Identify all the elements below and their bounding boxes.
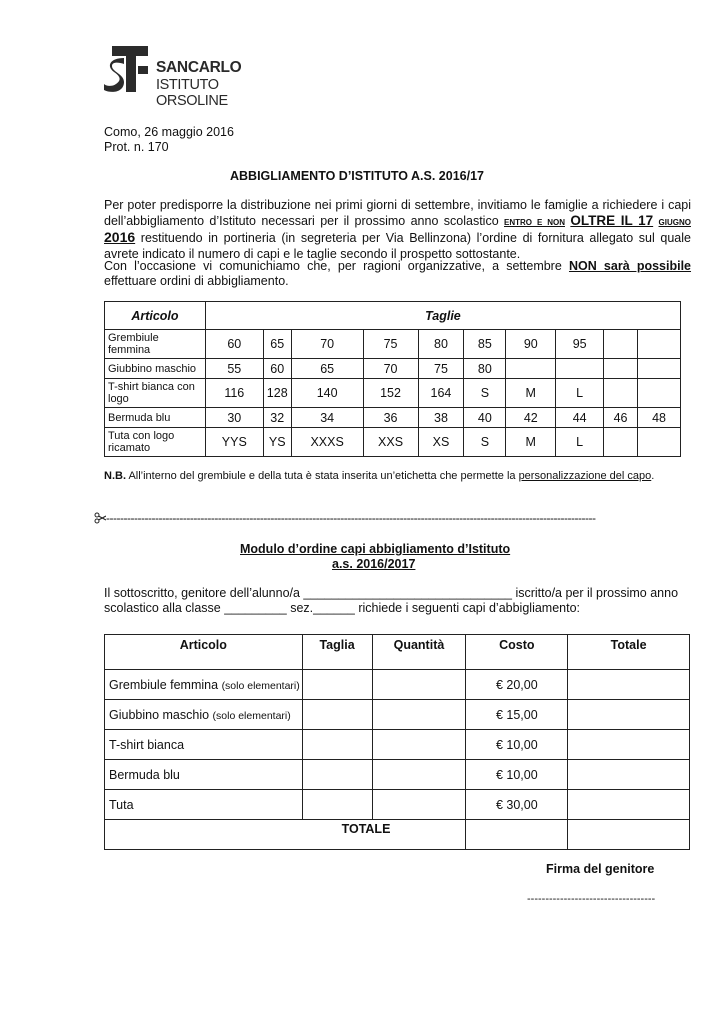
size-cell: 48 bbox=[638, 408, 681, 428]
order-row bbox=[105, 700, 690, 730]
order-row bbox=[105, 730, 690, 760]
size-cell bbox=[604, 428, 638, 457]
size-cell: L bbox=[556, 428, 604, 457]
taglia-field[interactable] bbox=[302, 670, 372, 700]
size-cell: 152 bbox=[363, 379, 418, 408]
size-cell: 44 bbox=[556, 408, 604, 428]
order-row-article bbox=[105, 730, 303, 760]
size-cell: 75 bbox=[363, 330, 418, 359]
notice-emphasis: NON sarà possibile bbox=[568, 259, 692, 273]
deadline-oltre: OLTRE IL 17 bbox=[570, 213, 654, 229]
size-cell: 55 bbox=[205, 359, 263, 379]
size-cell: XXXS bbox=[291, 428, 363, 457]
note-prefix: N.B. bbox=[104, 470, 126, 482]
size-cell bbox=[604, 359, 638, 379]
size-cell bbox=[556, 359, 604, 379]
intro-text-1: Per poter predisporre la distribuzione nei primi giorni di settembre, invitiamo le famiglie a richiedere i capi dell’abbigliamento d’Istituto necessari per il prossimo anno scolastico bbox=[104, 198, 691, 229]
size-cell: 85 bbox=[464, 330, 506, 359]
order-row-article bbox=[105, 760, 303, 790]
order-row-article-name: Grembiule femmina bbox=[109, 677, 219, 692]
size-cell: M bbox=[506, 428, 556, 457]
order-row-article-name: T-shirt bianca bbox=[109, 737, 185, 752]
total-cost-cell bbox=[466, 820, 568, 850]
quantita-field[interactable] bbox=[372, 670, 466, 700]
size-cell: 140 bbox=[291, 379, 363, 408]
note-suffix: . bbox=[651, 470, 655, 482]
taglia-field[interactable] bbox=[302, 790, 372, 820]
order-header-cell: Taglia bbox=[302, 635, 372, 670]
size-cell: L bbox=[556, 379, 604, 408]
order-header-cell: Costo bbox=[466, 635, 568, 670]
order-row-cost: € 30,00 bbox=[466, 790, 568, 820]
size-cell: XS bbox=[418, 428, 464, 457]
size-cell: 90 bbox=[506, 330, 556, 359]
order-row bbox=[105, 760, 690, 790]
form-intro-1: Il sottoscritto, genitore dell’alunno/a ______________________________ iscritto/a per il prossimo anno bbox=[104, 586, 679, 600]
signature-line[interactable]: ----------------------------------- bbox=[527, 893, 656, 905]
sizes-row bbox=[105, 428, 681, 457]
order-row-article-name: Tuta bbox=[109, 797, 134, 812]
size-cell: 70 bbox=[291, 330, 363, 359]
order-header-cell: Quantità bbox=[372, 635, 466, 670]
order-row-cost: € 20,00 bbox=[466, 670, 568, 700]
logo-line-2: ISTITUTO ORSOLINE bbox=[156, 77, 228, 109]
school-logo bbox=[104, 44, 274, 109]
size-cell: 60 bbox=[263, 359, 291, 379]
size-cell bbox=[604, 330, 638, 359]
order-row-article-name: Bermuda blu bbox=[109, 767, 180, 782]
total-value-field[interactable] bbox=[568, 820, 690, 850]
order-row-article bbox=[105, 790, 303, 820]
size-cell: 65 bbox=[291, 359, 363, 379]
form-intro-2: scolastico alla classe _________ sez.______ richiede i seguenti capi d’abbigliamento: bbox=[104, 601, 581, 615]
order-row-article-name: Giubbino maschio bbox=[109, 707, 210, 722]
order-row-cost: € 10,00 bbox=[466, 760, 568, 790]
order-header-cell: Totale bbox=[568, 635, 690, 670]
cut-line: -------------------------------------------------------------------------------------------------------------------------------------------- bbox=[106, 513, 596, 523]
taglia-field[interactable] bbox=[302, 730, 372, 760]
size-cell: 116 bbox=[205, 379, 263, 408]
taglia-field[interactable] bbox=[302, 760, 372, 790]
form-title: Modulo d’ordine capi abbigliamento d’Istituto bbox=[240, 542, 511, 556]
col-articolo: Articolo bbox=[105, 302, 206, 330]
sizes-table bbox=[104, 301, 681, 457]
intro-paragraph bbox=[104, 198, 691, 262]
size-cell: 46 bbox=[604, 408, 638, 428]
size-cell: M bbox=[506, 379, 556, 408]
notice-text-1: Con l’occasione vi comunichiamo che, per ragioni organizzative, a settembre bbox=[104, 259, 569, 273]
order-row-article bbox=[105, 670, 303, 700]
order-row-article bbox=[105, 700, 303, 730]
order-row bbox=[105, 790, 690, 820]
size-cell: 65 bbox=[263, 330, 291, 359]
order-row-article-note: (solo elementari) bbox=[212, 709, 291, 722]
size-cell bbox=[506, 359, 556, 379]
document-title: ABBIGLIAMENTO D’ISTITUTO A.S. 2016/17 bbox=[230, 169, 484, 183]
size-cell: 80 bbox=[418, 330, 464, 359]
note bbox=[104, 470, 654, 482]
size-cell: 128 bbox=[263, 379, 291, 408]
size-cell: S bbox=[464, 428, 506, 457]
order-total-row bbox=[105, 820, 690, 850]
size-cell: 38 bbox=[418, 408, 464, 428]
size-cell: 80 bbox=[464, 359, 506, 379]
size-cell: 32 bbox=[263, 408, 291, 428]
size-cell: 36 bbox=[363, 408, 418, 428]
size-cell: YS bbox=[263, 428, 291, 457]
quantita-field[interactable] bbox=[372, 730, 466, 760]
order-row-cost: € 10,00 bbox=[466, 730, 568, 760]
logo-line-1: SANCARLO bbox=[156, 59, 242, 76]
sancarlo-logo-icon bbox=[104, 44, 152, 94]
sizes-table-header bbox=[105, 302, 681, 330]
size-cell: 30 bbox=[205, 408, 263, 428]
size-cell: YYS bbox=[205, 428, 263, 457]
size-cell: S bbox=[464, 379, 506, 408]
order-row-article-note: (solo elementari) bbox=[221, 679, 300, 692]
size-cell: 40 bbox=[464, 408, 506, 428]
deadline-giugno: giugno bbox=[658, 216, 691, 229]
size-cell: XXS bbox=[363, 428, 418, 457]
sizes-row bbox=[105, 359, 681, 379]
size-cell: 164 bbox=[418, 379, 464, 408]
place-date: Como, 26 maggio 2016 bbox=[104, 125, 234, 139]
total-label: TOTALE bbox=[105, 820, 466, 850]
order-row-cost: € 15,00 bbox=[466, 700, 568, 730]
sizes-row bbox=[105, 379, 681, 408]
size-cell: 70 bbox=[363, 359, 418, 379]
quantita-field[interactable] bbox=[372, 700, 466, 730]
size-cell bbox=[638, 330, 681, 359]
sizes-row-article: Bermuda blu bbox=[105, 408, 206, 428]
order-header-cell: Articolo bbox=[105, 635, 303, 670]
totale-field[interactable] bbox=[568, 790, 690, 820]
notice-text-2: effettuare ordini di abbigliamento. bbox=[104, 274, 289, 289]
totale-field[interactable] bbox=[568, 760, 690, 790]
size-cell: 95 bbox=[556, 330, 604, 359]
size-cell: 34 bbox=[291, 408, 363, 428]
size-cell bbox=[638, 379, 681, 408]
signature-label: Firma del genitore bbox=[546, 862, 655, 876]
protocol-number: Prot. n. 170 bbox=[104, 140, 169, 154]
size-cell bbox=[638, 359, 681, 379]
size-cell: 42 bbox=[506, 408, 556, 428]
sizes-row bbox=[105, 408, 681, 428]
taglia-field[interactable] bbox=[302, 700, 372, 730]
size-cell: 75 bbox=[418, 359, 464, 379]
sizes-row-article: Grembiule femmina bbox=[105, 330, 206, 359]
totale-field[interactable] bbox=[568, 670, 690, 700]
totale-field[interactable] bbox=[568, 730, 690, 760]
size-cell: 60 bbox=[205, 330, 263, 359]
deadline-year: 2016 bbox=[104, 229, 136, 246]
form-year: a.s. 2016/2017 bbox=[332, 557, 416, 571]
size-cell bbox=[604, 379, 638, 408]
notice-paragraph bbox=[104, 259, 691, 289]
sizes-row-article: T-shirt bianca con logo bbox=[105, 379, 206, 408]
quantita-field[interactable] bbox=[372, 790, 466, 820]
order-table-header bbox=[105, 635, 690, 670]
sizes-row-article: Tuta con logo ricamato bbox=[105, 428, 206, 457]
sizes-row bbox=[105, 330, 681, 359]
order-row bbox=[105, 670, 690, 700]
totale-field[interactable] bbox=[568, 700, 690, 730]
intro-text-2: restituendo in portineria (in segreteria per Via Bellinzona) l’ordine di fornitura allegato sul quale avrete indicato il numero di capi e le taglie secondo il prospetto sottostante. bbox=[104, 231, 691, 261]
order-table bbox=[104, 634, 690, 850]
sizes-row-article: Giubbino maschio bbox=[105, 359, 206, 379]
note-underlined: personalizzazione del capo bbox=[518, 470, 652, 482]
deadline-entro: entro e non bbox=[504, 216, 565, 229]
col-taglie: Taglie bbox=[205, 302, 680, 330]
quantita-field[interactable] bbox=[372, 760, 466, 790]
note-text: All’interno del grembiule e della tuta è stata inserita un’etichetta che permette la bbox=[126, 470, 519, 482]
size-cell bbox=[638, 428, 681, 457]
scissors-icon bbox=[94, 512, 106, 524]
